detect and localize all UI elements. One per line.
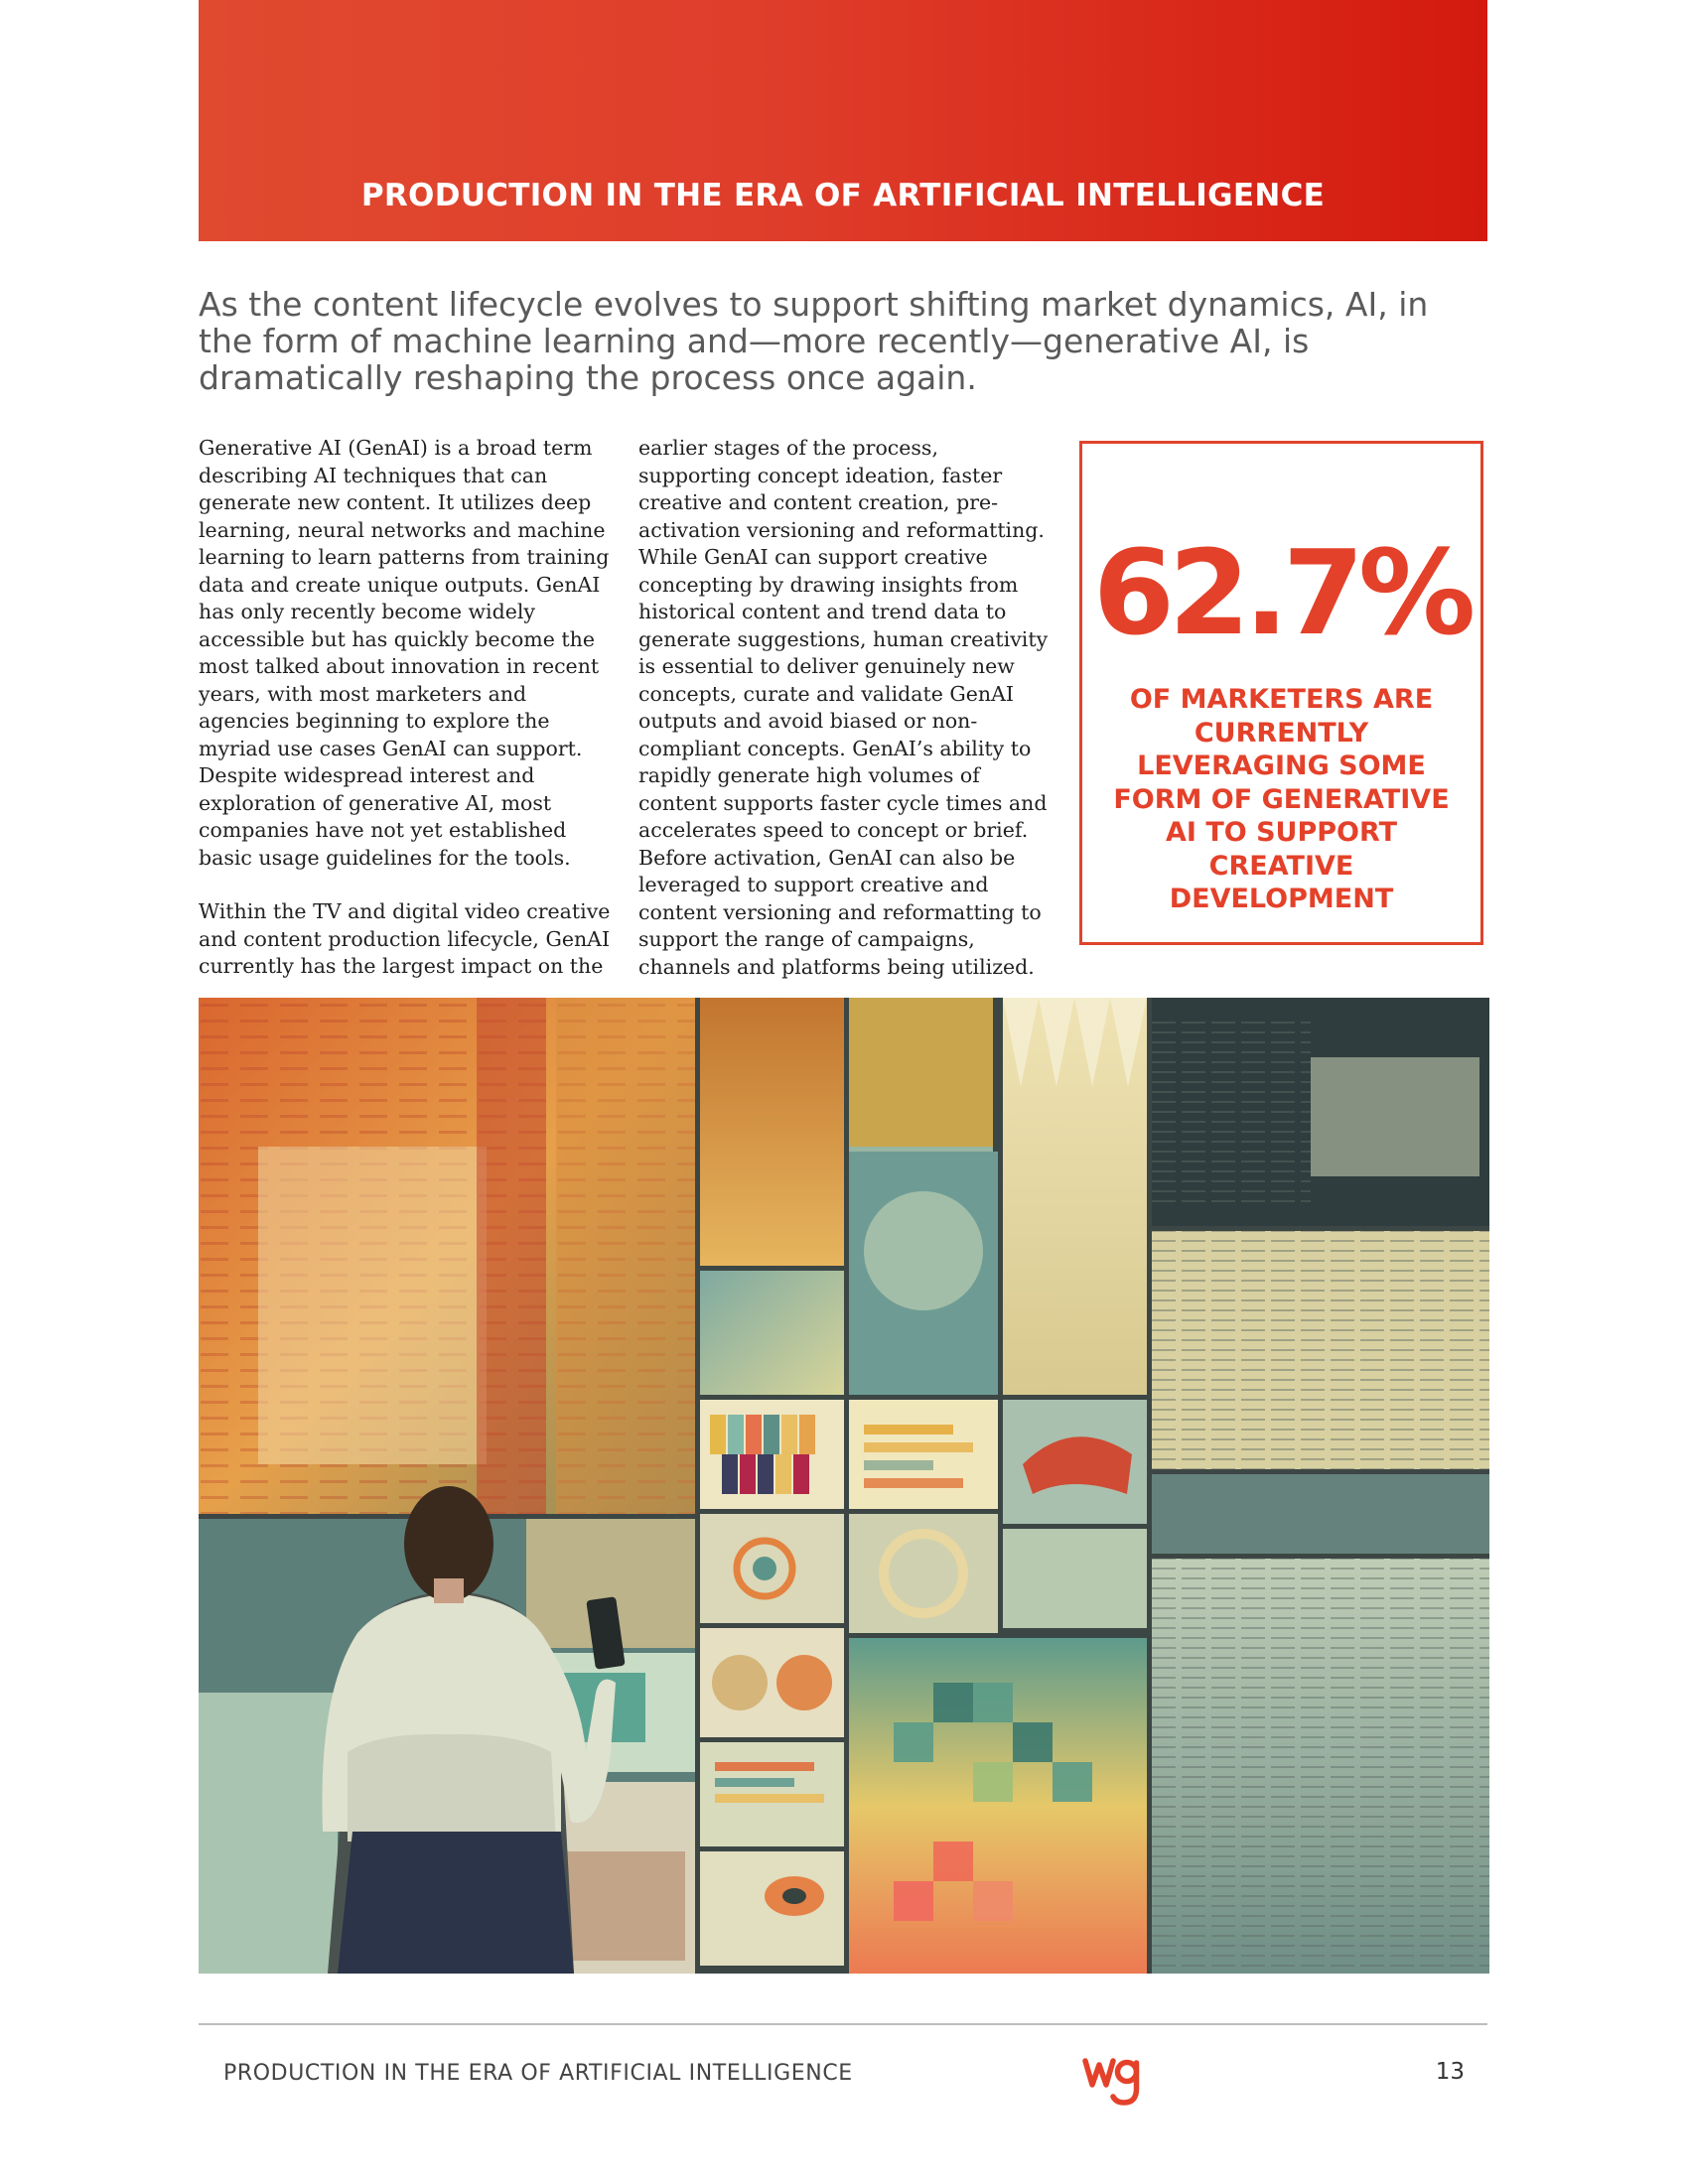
body-column-right [638, 435, 1055, 981]
footer-title: PRODUCTION IN THE ERA OF ARTIFICIAL INTELLIGENCE [223, 2061, 853, 2086]
stat-caption: OF MARKETERS ARE CURRENTLY LEVERAGING SOME FORM OF GENERATIVE AI TO SUPPORT CREATIVE DEVELOPMENT [1113, 684, 1450, 914]
hero-image [199, 998, 1489, 1974]
body-paragraph: earlier stages of the process, supporting concept ideation, faster creative and content creation, pre-activation versioning and reformatting. While GenAI can support creative concepting by drawing insights from historical content and trend data to generate suggestions, human creativity is essential to deliver genuinely new concepts, curate and validate GenAI outputs and avoid biased or non-compliant concepts. GenAI’s ability to rapidly generate high volumes of content supports faster cycle times and accelerates speed to concept or brief. Before activation, GenAI can also be leveraged to support creative and content versioning and reformatting to support the range of campaigns, channels and platforms being utilized. [638, 436, 1049, 979]
page-title: PRODUCTION IN THE ERA OF ARTIFICIAL INTELLIGENCE [360, 178, 1326, 213]
body-paragraph: Generative AI (GenAI) is a broad term describing AI techniques that can generate new content. It utilizes deep learning, neural networks and machine learning to learn patterns from training data and create unique outputs. GenAI has only recently become widely accessible but has quickly become the most talked about innovation in recent years, with most marketers and agencies beginning to explore the myriad use cases GenAI can support. Despite widespread interest and exploration of generative AI, most companies have not yet established basic usage guidelines for the tools. [199, 436, 610, 870]
page-number: 13 [1435, 2059, 1465, 2085]
body-column-left [199, 435, 616, 981]
stat-value: 62.7% [1092, 524, 1471, 661]
intro-text: As the content lifecycle evolves to support shifting market dynamics, AI, in the form of machine learning and—more recently—generative AI, is dramatically reshaping the process once again. [199, 285, 1429, 397]
wg-logo [1082, 2055, 1142, 2109]
stat-callout [1079, 441, 1483, 945]
footer-divider [199, 2023, 1487, 2025]
body-paragraph: Within the TV and digital video creative and content production lifecycle, GenAI currently has the largest impact on the [199, 899, 611, 978]
header-banner [199, 0, 1487, 241]
